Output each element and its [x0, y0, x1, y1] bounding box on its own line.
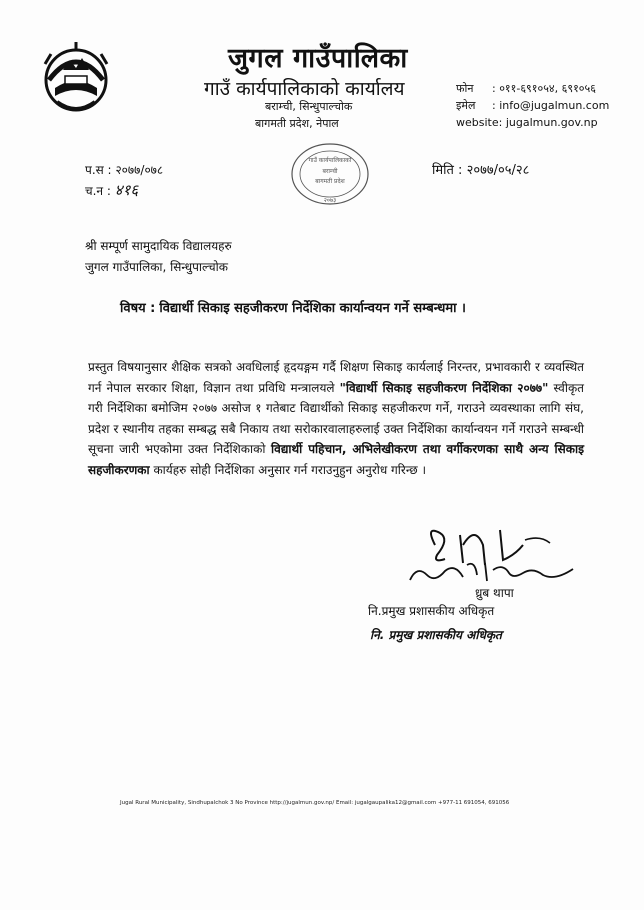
signatory-name: ध्रुब थापा [475, 586, 514, 600]
ps-label: प.स : [85, 163, 112, 177]
body-part3: कार्यहरु सोही निर्देशिका अनुसार गर्न गराउनुहुन अनुरोध गरिन्छ । [149, 462, 427, 477]
body-bold2: विद्यार्थी पहिचान, अभिलेखीकरण तथा वर्गीकरणका साथै अन्य सिकाइ सहजीकरणका [88, 442, 584, 477]
address-line2: बागमती प्रदेश, नेपाल [255, 117, 339, 130]
stamp-line4: २०७३ [323, 197, 337, 204]
footer-text: Jugal Rural Municipality, Sindhupalchok 3 No Province http://jugalmun.gov.np/ Email: jugalgaupalika12@gmail.com +977-11 691054, 691056 [120, 800, 510, 806]
contact-block [456, 80, 609, 131]
cn-label: च.न : [85, 184, 111, 198]
website-label: website: [456, 116, 503, 129]
website-value: jugalmun.gov.np [505, 116, 598, 129]
body-bold1: "विद्यार्थी सिकाइ सहजीकरण निर्देशिका २०७७" [339, 380, 549, 395]
cn-value: ४१६ [114, 181, 139, 199]
signatory-title: नि.प्रमुख प्रशासकीय अधिकृत [368, 604, 495, 618]
office-title: गाउँ कार्यपालिकाको कार्यालय [204, 78, 405, 100]
date-label: मिति : [432, 163, 463, 178]
reference-block [85, 160, 163, 201]
phone-line [456, 80, 609, 97]
subject-text: विद्यार्थी सिकाइ सहजीकरण निर्देशिका कार्यान्वयन गर्ने सम्बन्धमा । [159, 301, 466, 316]
stamp-line1: गाउँ कार्यपालिकाको [308, 157, 352, 164]
subject-label: विषय : [120, 301, 156, 316]
recipient-line2: जुगल गाउँपालिका, सिन्धुपाल्चोक [85, 260, 228, 274]
phone-label: फोन [456, 82, 474, 95]
email-label: इमेल [456, 99, 476, 112]
date-value: २०७७/०५/२८ [466, 163, 530, 178]
email-line [456, 97, 609, 114]
subject-line [120, 298, 466, 316]
recipient-block [85, 236, 232, 278]
handwritten-signature [405, 515, 580, 590]
ps-value: २०७७/०७८ [115, 163, 164, 177]
website-line [456, 114, 609, 131]
stamp-line3: बागमती प्रदेश [315, 178, 345, 185]
letter-body [88, 357, 584, 480]
body-part2: स्वीकृत गरी निर्देशिका बमोजिम २०७७ असोज १ गतेबाट विद्यार्थीको सिकाइ सहजीकरण गर्ने, गराउने व्यवस्थाका लागि संघ, प्रदेश र स्थानीय तहका सम्बद्ध सबै निकाय तथा सरोकारवालाहरुलाई उक्त निर्देशिका कार्यान्वयन गर्ने गराउने सम्बन्धी सूचना जारी भएकोमा उक्त निर्देशिकाको [88, 380, 584, 456]
phone-value: : ०११-६९१०५४, ६९१०५६ [492, 82, 596, 95]
recipient-line1: श्री सम्पूर्ण सामुदायिक विद्यालयहरु [85, 239, 232, 253]
office-seal-stamp [288, 140, 373, 208]
signatory-stamp: नि. प्रमुख प्रशासकीय अधिकृत [370, 628, 502, 642]
body-part1: प्रस्तुत विषयानुसार शैक्षिक सत्रको अवधिलाई हृदयङ्गम गर्दै शिक्षण सिकाइ कार्यलाई निरन्तर, प्रभावकारी र व्यवस्थित गर्न नेपाल सरकार शिक्षा, विज्ञान तथा प्रविधि मन्त्रालयले [88, 360, 584, 395]
stamp-line2: बराम्ची [322, 168, 338, 175]
date-block [432, 160, 529, 178]
email-value: : info@jugalmun.com [492, 99, 610, 112]
org-title: जुगल गाउँपालिका [228, 43, 408, 74]
address-line1: बराम्ची, सिन्धुपाल्चोक [265, 100, 353, 113]
municipality-emblem-icon [35, 36, 117, 118]
